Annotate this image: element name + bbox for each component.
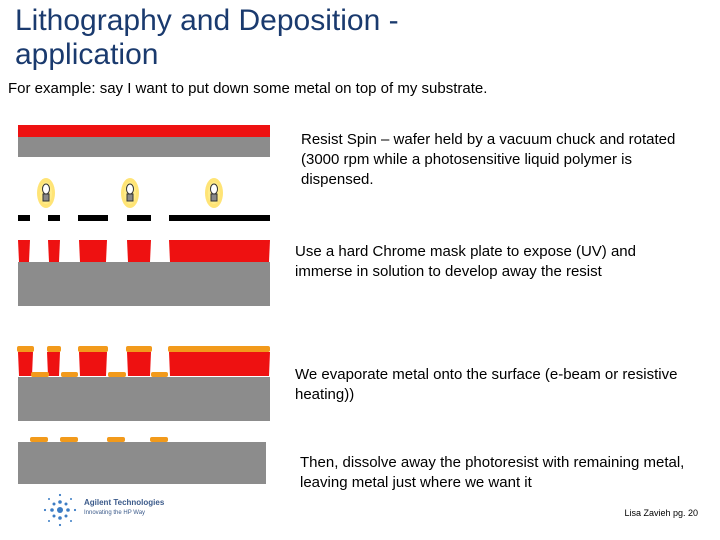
uv-lamp-icon xyxy=(37,178,55,208)
step1-description: Resist Spin – wafer held by a vacuum chuck and rotated (3000 rpm while a photosensitive liquid polymer is dispensed. xyxy=(301,131,676,188)
step1-substrate xyxy=(18,137,270,157)
step1-diagram xyxy=(18,125,270,157)
uv-lamp-icon xyxy=(121,178,139,208)
agilent-logo xyxy=(40,490,200,530)
step2-substrate xyxy=(18,262,270,306)
step4-metal xyxy=(30,437,168,442)
agilent-logo-icon xyxy=(40,490,80,530)
step2-diagram xyxy=(18,178,270,306)
title-line-1: Lithography and Deposition - xyxy=(15,4,399,37)
step4-description: Then, dissolve away the photoresist with remaining metal, leaving metal just where we want it xyxy=(300,454,685,491)
logo-tagline: Innovating the HP Way xyxy=(84,510,146,516)
step2-description: Use a hard Chrome mask plate to expose (UV) and immerse in solution to develop away the resist xyxy=(295,243,636,280)
step3-resist xyxy=(18,352,270,376)
step3-description: We evaporate metal onto the surface (e-beam or resistive heating)) xyxy=(295,366,678,403)
step1-resist-layer xyxy=(18,125,270,137)
step4-diagram xyxy=(18,437,266,484)
step4-substrate xyxy=(18,442,266,484)
step3-substrate xyxy=(18,377,270,421)
slide-subtitle: For example: say I want to put down some metal on top of my substrate. xyxy=(8,80,488,97)
uv-lamp-icon xyxy=(205,178,223,208)
chrome-mask xyxy=(18,215,270,221)
step2-developed-resist xyxy=(18,240,270,262)
step3-metal-top xyxy=(17,346,270,352)
logo-name: Agilent Technologies xyxy=(84,498,165,507)
step3-diagram xyxy=(17,346,270,421)
footer-text: Lisa Zavieh pg. 20 xyxy=(624,508,698,518)
title-line-2: application xyxy=(15,38,159,71)
